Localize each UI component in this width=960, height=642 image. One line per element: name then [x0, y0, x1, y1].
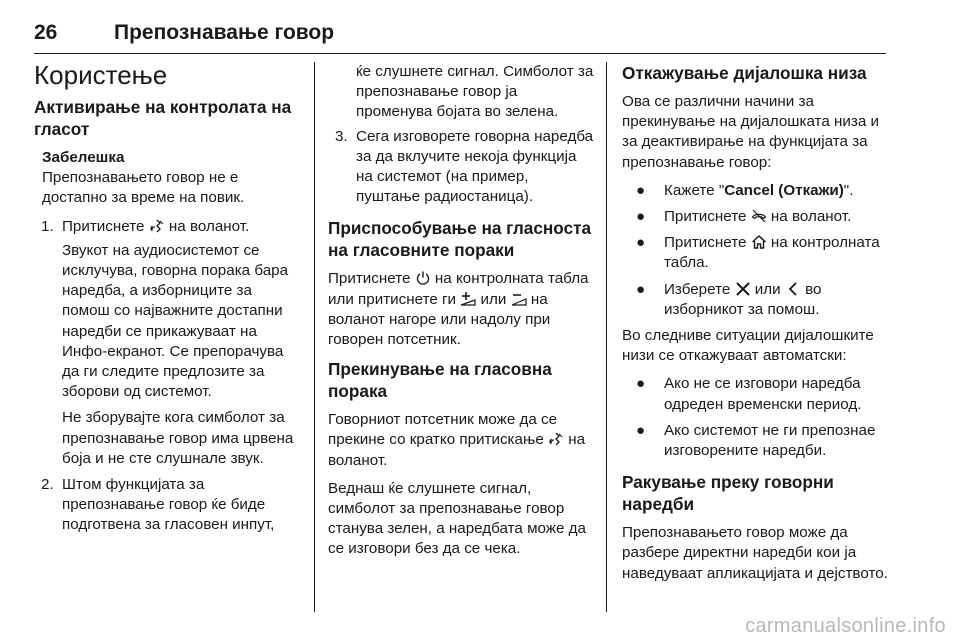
text: на воланот.	[328, 431, 586, 469]
back-chevron-icon	[785, 281, 801, 297]
heading-interrupt-message: Прекинување на гласовна порака	[328, 359, 552, 402]
paragraph: Препознавањето говор може да разбере директни наредби кои ја наведуваат апликацијата и дејството.	[622, 524, 888, 582]
text: на воланот.	[770, 208, 852, 226]
note-body: Препознавањето говор не е достапно за време на повик.	[42, 169, 245, 207]
voice-command-icon	[548, 431, 564, 447]
text: Притиснете	[664, 208, 747, 226]
list-item	[622, 181, 888, 201]
list-item	[622, 207, 888, 227]
auto-cancel-list	[622, 374, 888, 461]
watermark: carmanualsonline.info	[745, 615, 946, 637]
power-knob-icon	[415, 270, 431, 286]
text: Притиснете	[328, 270, 411, 288]
header-title: Препознавање говор	[114, 21, 335, 44]
section-title: Користење	[34, 60, 168, 90]
list-item	[622, 280, 888, 320]
paragraph: Ова се различни начини за прекинување на дијалошката низа и за деактивирање на функцијата за препознавање говор:	[622, 93, 879, 171]
text: ".	[843, 181, 854, 199]
paragraph: Во следниве ситуации дијалошките низи се откажуваат автоматски:	[622, 327, 874, 365]
step-continuation: ќе слушнете сигнал. Симболот за препознавање говор ја променува бојата во зелена.	[356, 63, 594, 121]
steps-list-cont	[328, 127, 594, 208]
text: Изберете	[664, 280, 731, 298]
step-para: Не зборувајте кога симболот за препознавање говор има црвена боја и не сте слушнале звук.	[62, 409, 294, 467]
note-title: Забелешка	[42, 149, 125, 166]
list-item	[622, 374, 888, 414]
column-divider-right	[606, 62, 607, 612]
text: Ако не се изговори наредба одреден временски период.	[664, 375, 862, 413]
page-header	[34, 20, 886, 54]
bullet: ●	[636, 208, 646, 226]
text: Притиснете	[664, 234, 747, 252]
home-icon	[751, 234, 767, 250]
step-number: 2.	[41, 476, 54, 494]
list-item	[328, 127, 594, 208]
text: или	[480, 290, 507, 308]
bullet: ●	[636, 181, 646, 199]
step-number: 3.	[335, 127, 348, 145]
step-text: Штом функцијата за препознавање говор ќе биде подготвена за гласовен инпут,	[62, 476, 275, 534]
heading-speech-commands: Ракување преку говорни наредби	[622, 472, 834, 515]
step-number: 1.	[41, 217, 54, 235]
text: Ако системот не ги препознае изговорените наредби.	[664, 421, 876, 460]
heading-cancel-dialog: Откажување дијалошка низа	[622, 63, 867, 83]
paragraph: Веднаш ќе слушнете сигнал, симболот за препознавање говор станува зелен, а наредбата може да се изговори без да се чека.	[328, 479, 586, 558]
text: на контролната табла.	[664, 234, 880, 272]
list-item	[34, 475, 300, 536]
page-number: 26	[34, 21, 58, 44]
column-3	[622, 62, 888, 592]
column-1	[34, 96, 300, 540]
text: Кажете "	[664, 181, 725, 199]
paragraph	[328, 410, 594, 471]
bullet: ●	[636, 421, 646, 439]
column-2	[328, 62, 594, 568]
bullet: ●	[636, 234, 646, 252]
volume-up-icon	[460, 291, 476, 307]
text: во изборникот за помош.	[664, 280, 822, 318]
command-text: Cancel (Откажи)	[724, 181, 844, 199]
step-text: Сега изговорете говорна наредба за да вклучите некоја функција на системот (на пример, пуштање радиостаница).	[356, 127, 594, 206]
close-x-icon	[735, 281, 751, 297]
bullet: ●	[636, 375, 646, 393]
volume-down-icon	[511, 291, 527, 307]
bullet: ●	[636, 280, 646, 298]
step-text: на воланот.	[168, 217, 250, 235]
column-divider-left	[314, 62, 315, 612]
steps-list	[34, 217, 300, 536]
cancel-methods-list	[622, 181, 888, 320]
text: на воланот нагоре или надолу при говорен потсетник.	[328, 290, 551, 349]
list-item	[622, 233, 888, 273]
text: Говорниот потсетник може да се прекине со кратко притискање	[328, 411, 558, 449]
heading-adjust-volume: Приспособување на гласноста на гласовните пораки	[328, 218, 592, 261]
text: или	[754, 280, 781, 298]
hang-up-icon	[751, 208, 767, 224]
step-text: Притиснете	[62, 217, 145, 235]
paragraph	[328, 269, 594, 350]
list-item	[34, 217, 300, 237]
list-item	[622, 421, 888, 461]
text: на контролната табла или притиснете ги	[328, 270, 589, 308]
step-para: Звукот на аудиосистемот се исклучува, говорна порака бара наредба, а изборниците за помош со најважните достапни наредби се прикажуваат на Инфо-екранот. Се препорачува да ги следите предлозите за зборови од системот.	[62, 241, 289, 401]
voice-command-icon	[149, 218, 165, 234]
heading-activate-voice: Активирање на контролата на гласот	[34, 97, 292, 139]
